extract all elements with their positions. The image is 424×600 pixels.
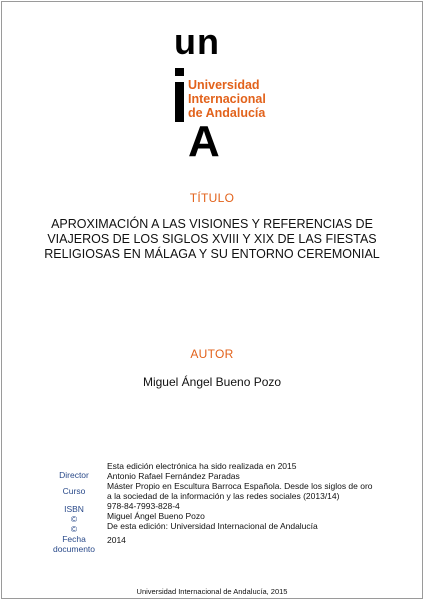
title-line: VIAJEROS DE LOS SIGLOS XVIII Y XIX DE LAS FIESTAS [47,232,377,246]
curso-value-1: Máster Propio en Escultura Barroca Española. Desde los siglos de oro [107,481,373,491]
title-line: RELIGIOSAS EN MÁLAGA Y SU ENTORNO CEREMONIAL [44,247,380,261]
isbn-value: 978-84-7993-828-4 [107,501,180,511]
curso-value-2: a la sociedad de la información y las redes sociales (2013/14) [107,491,340,501]
label-fecha: Fecha [62,534,86,544]
label-curso: Curso [62,486,86,496]
label-director: Director [59,470,89,480]
copyright-author: Miguel Ángel Bueno Pozo [107,511,205,521]
logo-i-stem [175,82,184,122]
autor-label: AUTOR [190,347,234,361]
logo-word: un [174,21,220,62]
author-name: Miguel Ángel Bueno Pozo [142,375,282,389]
fecha-value: 2014 [107,535,126,545]
document-title [40,217,384,262]
copyright-edition: De esta edición: Universidad Internacional de Andalucía [107,521,318,531]
director-value: Antonio Rafael Fernández Paradas [107,471,240,481]
metadata-labels [42,470,106,554]
label-documento: documento [52,544,96,554]
label-copyright-1: © [70,514,78,524]
edition-note: Esta edición electrónica ha sido realizada en 2015 [107,461,297,471]
footer: Universidad Internacional de Andalucía, 2015 [136,587,288,596]
label-copyright-2: © [70,524,78,534]
logo-letter-a: A [188,117,220,166]
unia-logo [174,21,274,166]
titulo-label: TÍTULO [189,191,235,205]
logo-line-1: Universidad [188,78,260,92]
metadata-values [107,461,407,545]
label-isbn: ISBN [64,504,84,514]
logo-line-3: de Andalucía [188,106,266,120]
logo-i-dot [175,68,184,76]
logo-line-2: Internacional [188,92,266,106]
title-line: APROXIMACIÓN A LAS VISIONES Y REFERENCIAS DE [51,217,373,231]
